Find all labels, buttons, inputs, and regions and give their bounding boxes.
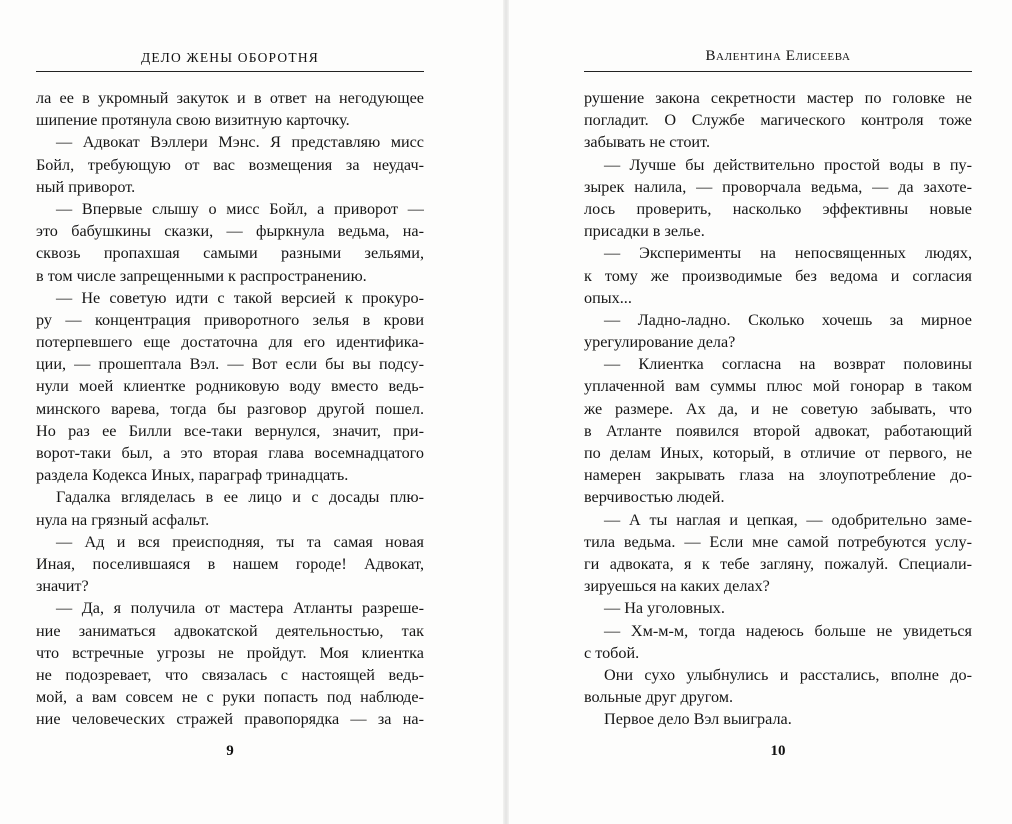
text-line: мой, а вам совсем не с руки попасть под наблюде- [36,688,424,707]
text-line: тила ведьма. — Если мне самой потребуются услу- [584,532,972,551]
text-line: верчивостью людей. [584,488,725,507]
left-page [0,0,503,824]
text-line: Они сухо улыбнулись и расстались, вполне до- [604,665,972,684]
text-line: урегулирование дела? [584,333,736,352]
text-line: — Хм-м-м, тогда надеюсь больше не увидеться [604,621,972,640]
text-line: намерен закрывать глаза на злоупотребление до- [584,466,972,485]
text-line: — Не советую идти с такой версией к прокуро- [56,288,424,307]
text-line: рушение закона секретности мастер по головке не [584,89,972,107]
text-line: ги адвоката, я к тебе загляну, пожалуй. Специали- [584,554,972,573]
text-line: в Атланте появился второй адвокат, работающий [584,421,972,440]
text-line: ние заниматься адвокатской деятельностью, так [36,621,424,640]
right-page [509,0,1012,824]
text-line: Иная, поселившаяся в нашем городе! Адвокат, [36,554,424,573]
text-line: нула на грязный асфальт. [36,510,210,529]
text-line: шипение протянула свою визитную карточку. [36,111,350,130]
text-line: ции, — прошептала Вэл. — Вот если бы вы подсу- [36,355,424,374]
text-line: сквозь пропахшая самыми разными зельями, [36,244,424,263]
text-line: — Ладно-ладно. Сколько хочешь за мирное [604,310,972,329]
text-line: Но раз ее Билли все-таки вернулся, значит, при- [36,421,424,440]
text-line: погладит. О Службе магического контроля тоже [584,111,972,130]
right-page-number: 10 [770,743,786,759]
text-line: нули моей клиентке родниковую воду вместо ведь- [36,377,424,396]
right-header-rule [584,71,972,72]
right-page-text [584,87,972,730]
text-line: ворот-таки был, а это вторая глава восемнадцатого [36,444,424,462]
text-line: не подозревает, что связалась с настоящей ведь- [36,665,424,684]
left-page-number: 9 [226,743,234,759]
text-line: ла ее в укромный закуток и в ответ на негодующее [36,89,424,107]
text-line: — Эксперименты на непосвященных людях, [604,244,972,263]
text-line: ный приворот. [36,177,136,196]
text-line: раздела Кодекса Иных, параграф тринадцать. [36,466,349,485]
text-line: — Да, я получила от мастера Атланты разреше- [56,599,424,618]
left-running-head: ДЕЛО ЖЕНЫ ОБОРОТНЯ [141,50,319,65]
text-line: зырек налила, — проворчала ведьма, — да захоте- [584,177,972,196]
text-line: к тому же производимые без ведома и согласия [584,266,972,285]
text-line: лось проверить, насколько эффективны новые [584,199,972,218]
text-line: уплаченной вам суммы плюс мой гонорар в таком [584,377,972,396]
text-line: ние человеческих стражей правопорядка — за на- [36,710,424,729]
text-line: по делам Иных, который, в отличие от первого, не [584,444,972,462]
text-line: потерпевшего еще достаточна для его идентифика- [36,333,424,352]
text-line: ру — концентрация приворотного зелья в крови [36,310,424,329]
text-line: значит? [36,577,89,596]
text-line: — Впервые слышу о мисс Бойл, а приворот — [56,199,424,218]
text-line: Бойл, требующую от вас возмещения за неудач- [36,155,424,174]
right-running-head: Валентина Елисеева [705,48,851,64]
left-page-text [36,87,424,730]
text-line: — Лучше бы действительно простой воды в пу- [604,155,972,174]
text-line: с тобой. [584,643,640,662]
text-line: зируешься на каких делах? [584,577,770,596]
text-line: что встречные угрозы не пройдут. Моя клиентка [36,643,424,662]
text-line: вольные друг другом. [584,688,734,707]
text-line: это бабушкины сказки, — фыркнула ведьма, на- [36,222,424,241]
text-line: Первое дело Вэл выиграла. [604,710,792,729]
text-line: забывать не стоит. [584,133,710,152]
text-line: в том числе запрещенными к распространению. [36,266,367,285]
text-line: опых... [584,288,632,307]
text-line: — Ад и вся преисподняя, ты та самая новая [56,532,424,551]
left-header-rule [36,71,424,72]
text-line: — Клиентка согласна на возврат половины [604,355,972,374]
text-line: присадки в зелье. [584,222,705,241]
text-line: Гадалка вгляделась в ее лицо и с досады плю- [56,488,424,507]
text-line: — Адвокат Вэллери Мэнс. Я представляю мисс [56,133,424,152]
text-line: же размере. Ах да, и не советую забывать, что [584,399,972,418]
text-line: — На уголовных. [604,599,725,618]
text-line: минского варева, тогда бы разговор другой пошел. [36,399,424,418]
text-line: — А ты наглая и цепкая, — одобрительно заме- [604,510,972,529]
